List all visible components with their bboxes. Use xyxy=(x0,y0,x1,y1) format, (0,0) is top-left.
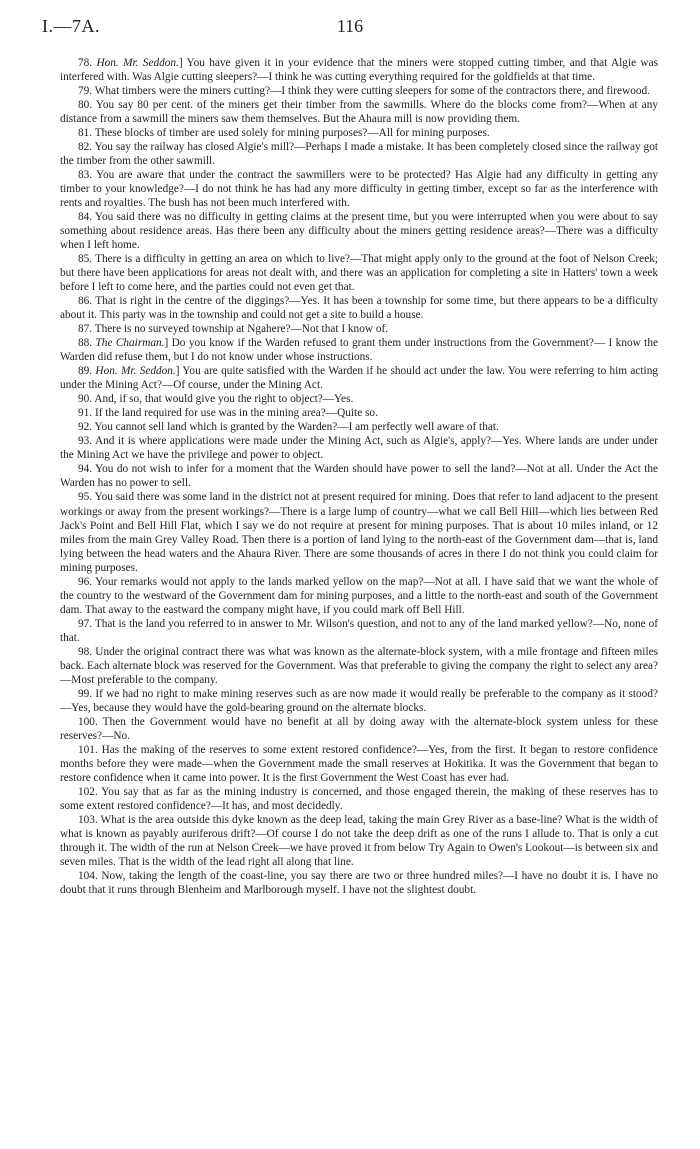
question-80: 80. You say 80 per cent. of the miners get their timber from the sawmills. Where do the blocks come from?—When at any distance from a sawmill the miners saw them themselves. But the Ahaura mill is now providing them. xyxy=(60,99,658,126)
document-reference: I.—7A. xyxy=(42,16,100,36)
question-94: 94. You do not wish to infer for a moment that the Warden should have power to sell the land?—Not at all. Under the Act the Warden has no power to sell. xyxy=(60,463,658,490)
question-88: 88. The Chairman.] Do you know if the Warden refused to grant them under instructions from the Government?— I know the Warden did refuse them, but I do not know under whose instructions. xyxy=(60,337,658,364)
question-92: 92. You cannot sell land which is granted by the Warden?—I am perfectly well aware of that. xyxy=(78,421,499,434)
question-90: 90. And, if so, that would give you the right to object?—Yes. xyxy=(78,393,354,406)
evidence-text xyxy=(60,56,658,897)
question-84: 84. You said there was no difficulty in getting claims at the present time, but you were interrupted when you were about to say something about residence areas. Has there been any difficulty about the miners getting residence areas?—There was a difficulty when I left home. xyxy=(60,211,658,252)
question-82: 82. You say the railway has closed Algie's mill?—Perhaps I made a mistake. It has been completely closed since the railway got the timber from the other sawmill. xyxy=(60,141,658,168)
question-81: 81. These blocks of timber are used solely for mining purposes?—All for mining purposes. xyxy=(78,127,490,140)
question-100: 100. Then the Government would have no benefit at all by doing away with the alternate-block system unless for these reserves?—No. xyxy=(60,715,658,742)
speaker-name: The Chairman. xyxy=(95,337,165,350)
question-98: 98. Under the original contract there was what was known as the alternate-block system, with a mile frontage and fifteen miles back. Each alternate block was reserved for the Government. Was that preferable to giving the company the right to select any area?—Most preferable to the company. xyxy=(60,645,658,686)
page-header xyxy=(42,16,658,38)
question-91: 91. If the land required for use was in the mining area?—Quite so. xyxy=(78,407,378,420)
speaker-name: Hon. Mr. Seddon. xyxy=(95,365,176,378)
question-95: 95. You said there was some land in the district not at present required for mining. Does that refer to land adjacent to the present workings or away from the present workings?—There is a large lump of country—what we call Bell Hill—which lies between Red Jack's Point and Bell Hill Flat, which I say we do not require at present for mining purposes. That is about 10 miles inland, or 12 miles from the main Grey Valley Road. Then there is a portion of land lying to the north-east of the Government dam—that is, land lying between the head waters and the Ahaura River. There are some thousands of acres in there I do not think you could claim for mining purposes. xyxy=(60,491,658,574)
question-96: 96. Your remarks would not apply to the lands marked yellow on the map?—Not at all. I have said that we want the whole of the country to the westward of the Government dam for mining purposes, and a little to the north-east and south of the Government dam. That away to the eastward the company might have, if you could mark off Bell Hill. xyxy=(60,575,658,616)
question-79: 79. What timbers were the miners cutting?—I think they were cutting sleepers for some of the contractors there, and firewood. xyxy=(78,85,650,98)
question-103: 103. What is the area outside this dyke known as the deep lead, taking the main Grey River as a base-line? What is the width of what is known as payably auriferous drift?—Of course I do not take the deep drift as one of the runs I allude to. That is only a cut through it. The width of the run at Nelson Creek—we have proved it from below Try Again to Owen's Lookout—is between six and seven miles. That is the width of the lead right all along that line. xyxy=(60,813,658,868)
question-85: 85. There is a difficulty in getting an area on which to live?—That might apply only to the ground at the foot of Nelson Creek; but there have been applications for areas not dealt with, and there was an application for completing a site in Hatters' town a week before I left to come here, and the parties could not even get that. xyxy=(60,253,658,294)
question-78: 78. Hon. Mr. Seddon.] You have given it in your evidence that the miners were stopped cutting timber, and that Algie was interfered with. Was Algie cutting sleepers?—I think he was cutting everything required for the goldfields at that time. xyxy=(60,57,658,84)
question-86: 86. That is right in the centre of the diggings?—Yes. It has been a township for some time, but there appears to be a difficulty about it. This party was in the township and could not get a site to build a house. xyxy=(60,295,658,322)
question-83: 83. You are aware that under the contract the sawmillers were to be protected? Has Algie had any difficulty in getting any timber to your knowledge?—I do not think he has had any more difficulty in getting timber, except so far as the interference with rents and royalties. The bush has not been much interfered with. xyxy=(60,169,658,210)
question-97: 97. That is the land you referred to in answer to Mr. Wilson's question, and not to any of the land marked yellow?—No, none of that. xyxy=(60,617,658,644)
question-89: 89. Hon. Mr. Seddon.] You are quite satisfied with the Warden if he should act under the law. You were referring to him acting under the Mining Act?—Of course, under the Mining Act. xyxy=(60,365,658,392)
page-number: 116 xyxy=(336,16,364,36)
question-93: 93. And it is where applications were made under the Mining Act, such as Algie's, apply?—Yes. Where lands are under under the Mining Act we have the privilege and power to object. xyxy=(60,435,658,462)
question-101: 101. Has the making of the reserves to some extent restored confidence?—Yes, from the first. It began to restore confidence months before they were made—when the Government made the small reserves at Hokitika. It was the Government that began to restore confidence when it came into power. It is the first Government the West Coast has ever had. xyxy=(60,743,658,784)
question-87: 87. There is no surveyed township at Ngahere?—Not that I know of. xyxy=(78,323,389,336)
question-102: 102. You say that as far as the mining industry is concerned, and those engaged therein, the making of these reserves has to some extent restored confidence?—It has, and most decidedly. xyxy=(60,785,658,812)
speaker-name: Hon. Mr. Seddon. xyxy=(96,57,179,69)
question-104: 104. Now, taking the length of the coast-line, you say there are two or three hundred miles?—I have no doubt it is. I have no doubt that it runs through Blenheim and Marlborough myself. I have not the slightest doubt. xyxy=(60,869,658,896)
question-99: 99. If we had no right to make mining reserves such as are now made it would really be preferable to the company as it stood?—Yes, because they would have the gold-bearing ground on the alternate blocks. xyxy=(60,687,658,714)
